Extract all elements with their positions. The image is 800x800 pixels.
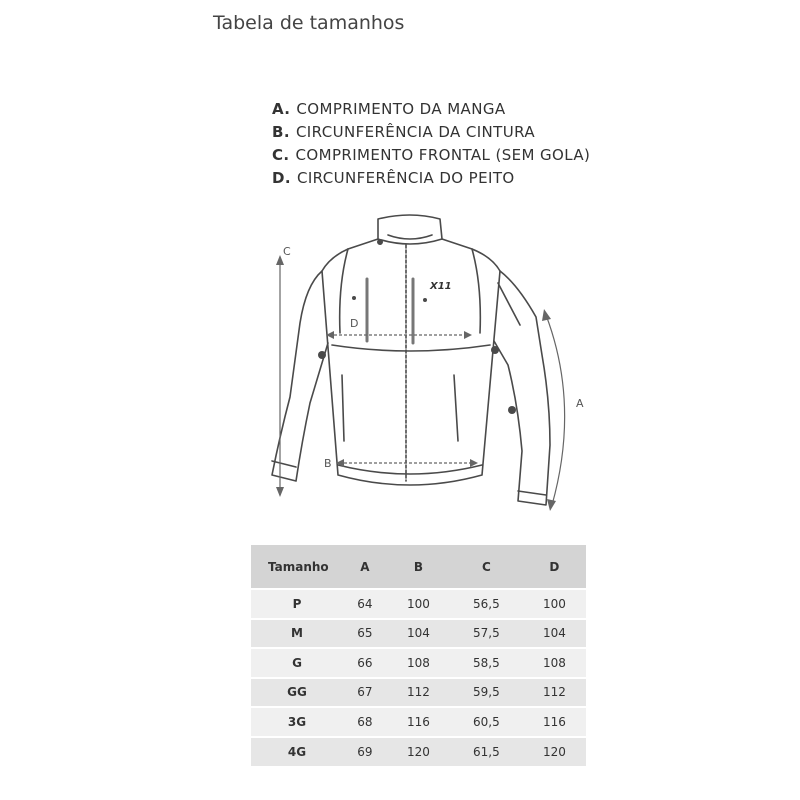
legend-item-b xyxy=(272,121,590,144)
table-row xyxy=(251,737,586,767)
legend-label: CIRCUNFERÊNCIA DA CINTURA xyxy=(295,123,535,141)
value-cell: 104 xyxy=(542,626,566,641)
header-cell: A xyxy=(360,559,370,574)
size-cell: P xyxy=(292,596,302,611)
value-cell: 56,5 xyxy=(473,596,500,611)
size-cell: M xyxy=(291,626,303,641)
size-table-header-row xyxy=(251,545,586,589)
table-row xyxy=(251,707,586,737)
value-cell: 57,5 xyxy=(473,626,500,641)
legend-item-c xyxy=(272,144,590,167)
value-cell: 120 xyxy=(542,744,566,759)
measurement-legend xyxy=(272,98,590,190)
size-cell: GG xyxy=(287,685,307,700)
value-cell: 116 xyxy=(406,714,430,729)
legend-label: COMPRIMENTO FRONTAL (SEM GOLA) xyxy=(295,146,591,164)
value-cell: 58,5 xyxy=(473,655,500,670)
value-cell: 100 xyxy=(406,596,430,611)
value-cell: 100 xyxy=(542,596,566,611)
value-cell: 68 xyxy=(357,714,373,729)
measure-d-label: D xyxy=(350,317,359,330)
size-cell: G xyxy=(292,655,302,670)
table-row xyxy=(251,648,586,678)
measure-c-arrow xyxy=(276,255,284,497)
value-cell: 112 xyxy=(542,685,566,700)
value-cell: 59,5 xyxy=(473,685,500,700)
value-cell: 61,5 xyxy=(473,744,500,759)
legend-key: A. xyxy=(272,100,291,118)
page-title: Tabela de tamanhos xyxy=(213,12,405,34)
value-cell: 66 xyxy=(357,655,373,670)
legend-key: B. xyxy=(272,123,290,141)
measure-c-label: C xyxy=(283,245,291,258)
jacket-snaps xyxy=(318,239,516,414)
jacket-outline xyxy=(272,215,550,505)
jacket-logo: X11 xyxy=(430,281,452,292)
legend-key: D. xyxy=(272,169,291,187)
legend-key: C. xyxy=(272,146,290,164)
table-row xyxy=(251,589,586,619)
header-cell: D xyxy=(549,559,560,574)
measure-b-label: B xyxy=(324,457,332,470)
value-cell: 67 xyxy=(357,685,373,700)
measure-d-line xyxy=(326,331,472,339)
value-cell: 108 xyxy=(542,655,566,670)
size-cell: 4G xyxy=(287,744,307,759)
value-cell: 120 xyxy=(406,744,430,759)
table-row xyxy=(251,678,586,708)
table-row xyxy=(251,619,586,649)
legend-label: COMPRIMENTO DA MANGA xyxy=(296,100,506,118)
value-cell: 116 xyxy=(542,714,566,729)
jacket-diagram xyxy=(250,205,600,525)
value-cell: 112 xyxy=(406,685,430,700)
measure-b-line xyxy=(336,459,478,467)
value-cell: 65 xyxy=(357,626,373,641)
value-cell: 69 xyxy=(357,744,373,759)
header-cell: Tamanho xyxy=(268,559,329,574)
value-cell: 104 xyxy=(406,626,430,641)
value-cell: 60,5 xyxy=(473,714,500,729)
value-cell: 108 xyxy=(406,655,430,670)
size-cell: 3G xyxy=(287,714,307,729)
legend-item-a xyxy=(272,98,590,121)
size-table-container xyxy=(251,545,586,766)
value-cell: 64 xyxy=(357,596,373,611)
size-table xyxy=(251,545,586,766)
header-cell: B xyxy=(413,559,423,574)
legend-label: CIRCUNFERÊNCIA DO PEITO xyxy=(296,169,515,187)
header-cell: C xyxy=(481,559,491,574)
measure-a-label: A xyxy=(576,397,584,410)
legend-item-d xyxy=(272,167,590,190)
